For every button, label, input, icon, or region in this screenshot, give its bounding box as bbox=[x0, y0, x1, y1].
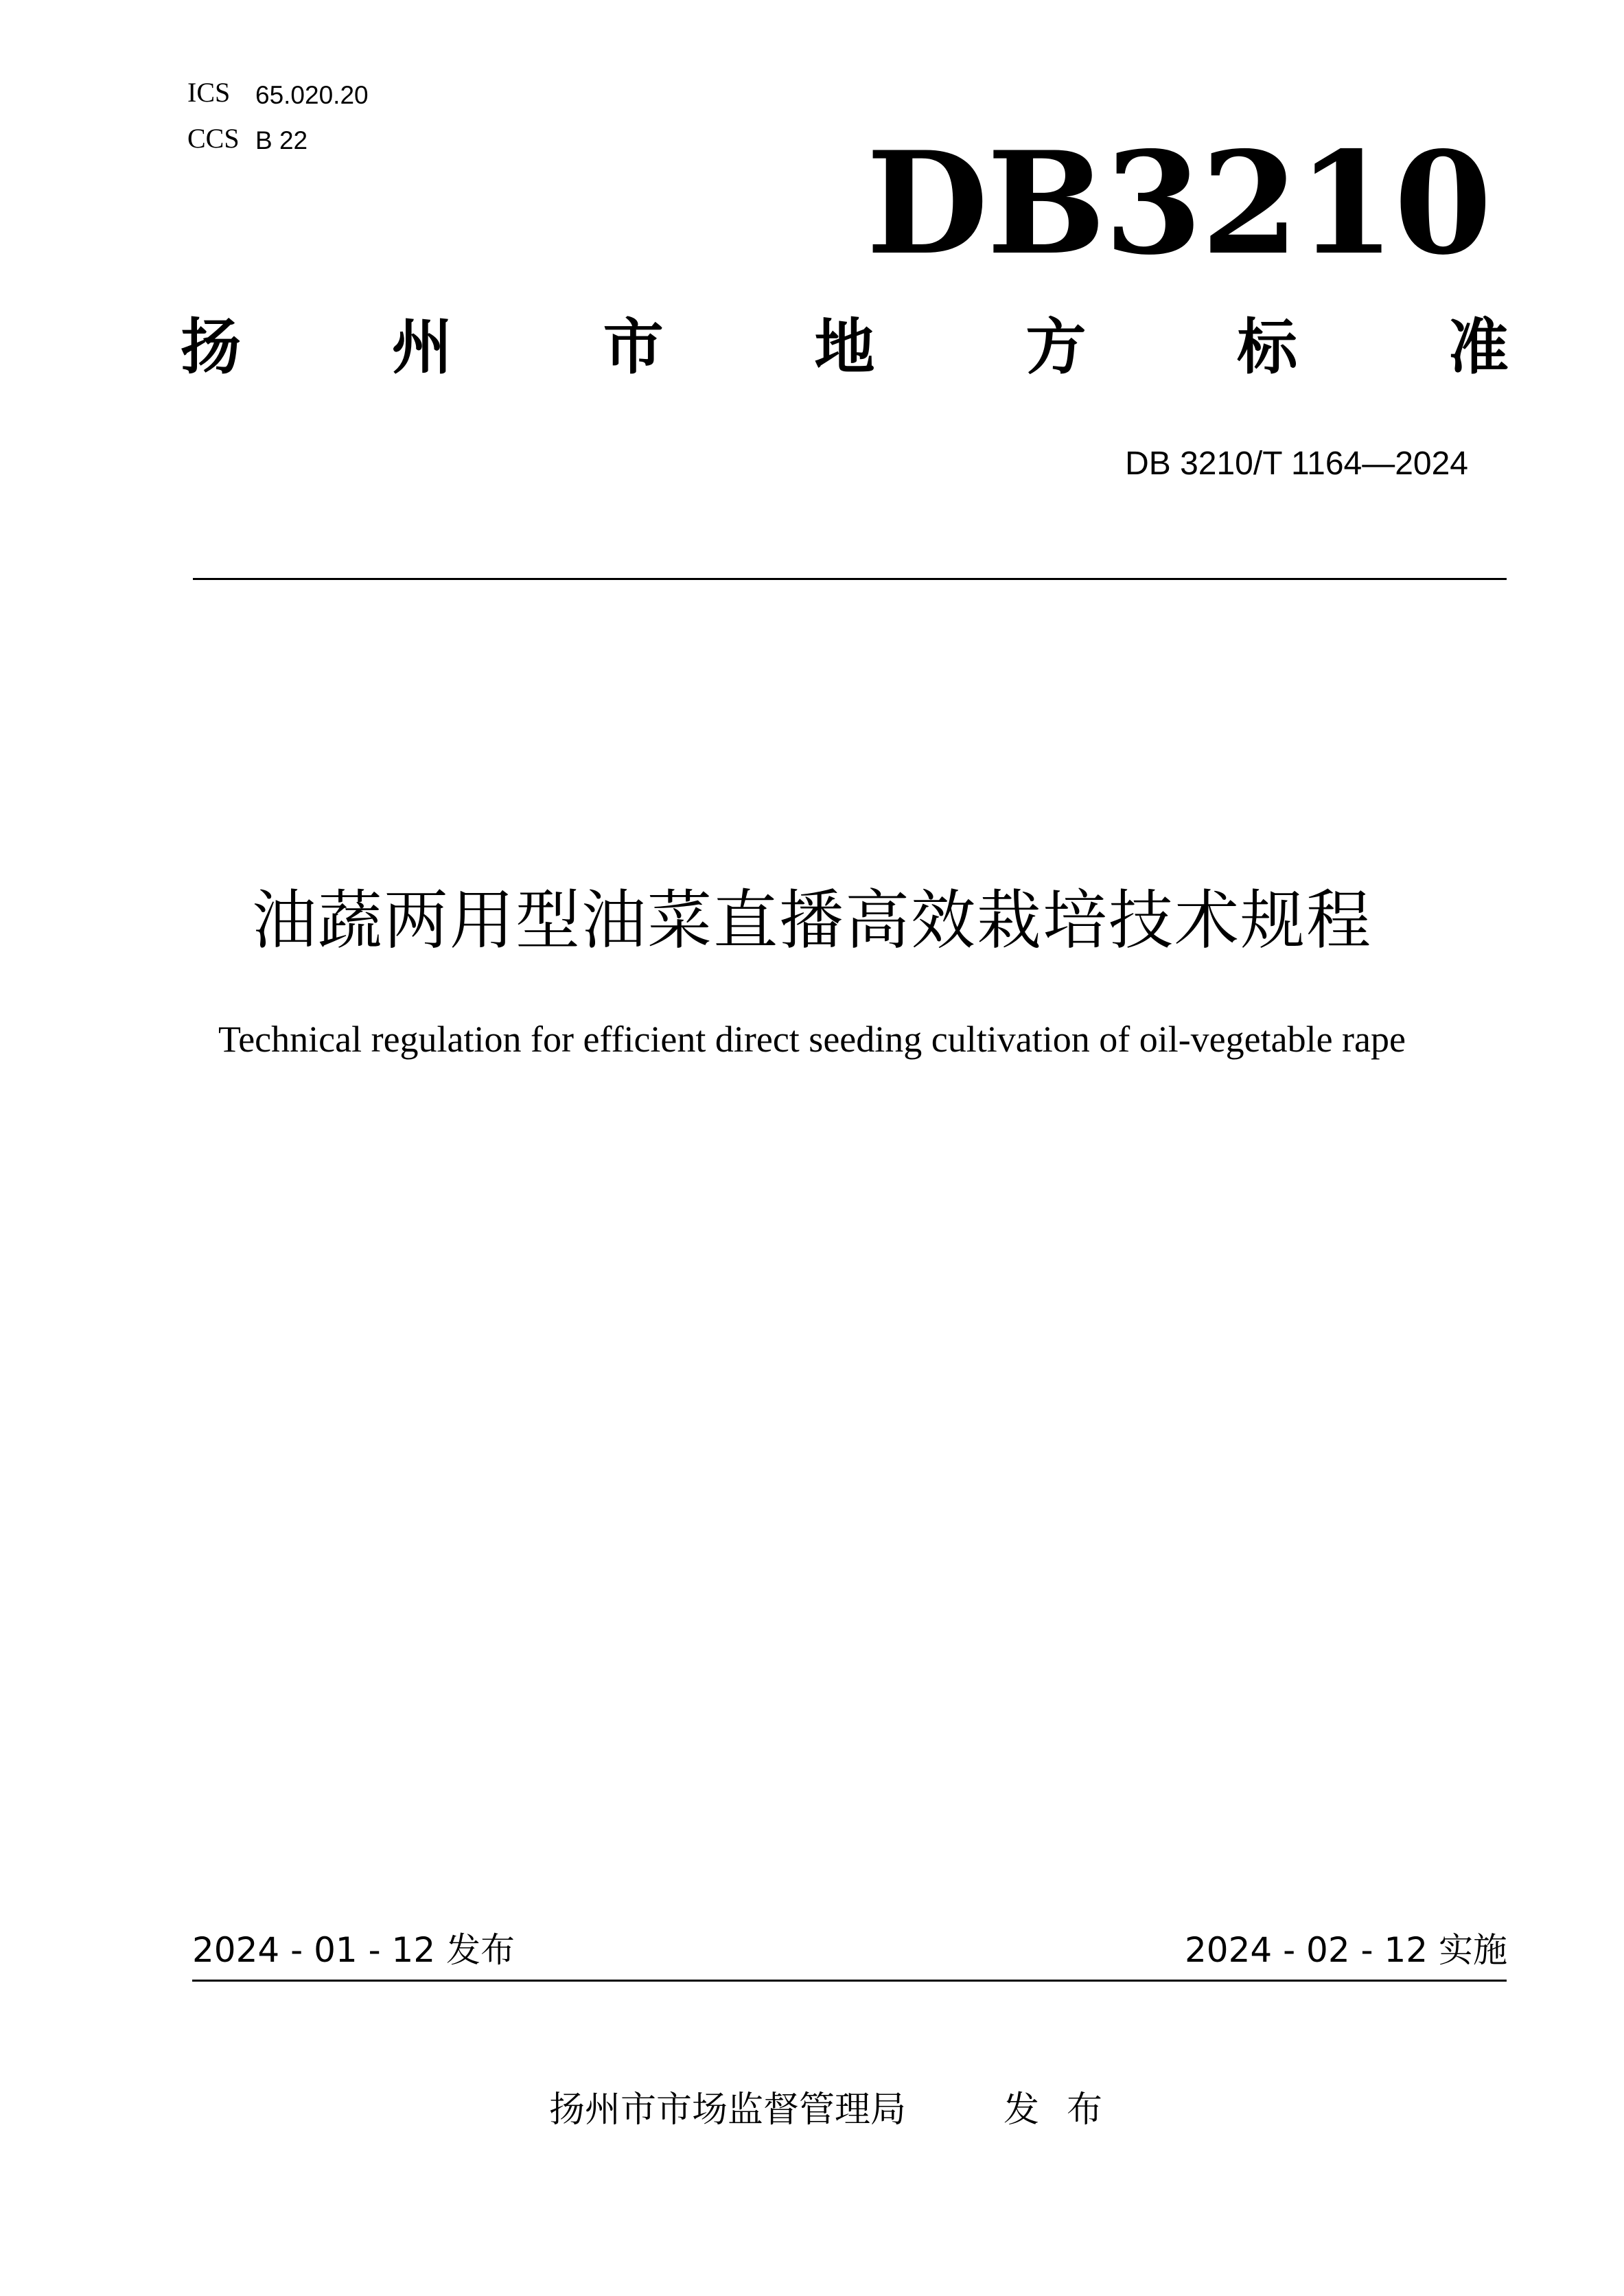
authority-char: 扬 bbox=[181, 312, 242, 382]
ccs-label: CCS bbox=[187, 123, 240, 154]
authority-char: 地 bbox=[814, 312, 875, 382]
db-code-logo: DB3210 bbox=[866, 121, 1491, 286]
authority-char: 方 bbox=[1025, 312, 1087, 382]
standard-number: DB 3210/T 1164—2024 bbox=[1125, 445, 1468, 482]
authority-char: 州 bbox=[391, 312, 452, 382]
top-divider bbox=[193, 578, 1507, 580]
implementation-date: 2024 - 02 - 12 实施 bbox=[1184, 1930, 1507, 1970]
authority-char: 准 bbox=[1448, 312, 1509, 382]
authority-char: 市 bbox=[603, 312, 664, 382]
issue-date: 2024 - 01 - 12 发布 bbox=[192, 1930, 515, 1970]
ccs-code: B 22 bbox=[255, 126, 308, 154]
standard-authority bbox=[181, 312, 1509, 382]
ics-label: ICS bbox=[187, 77, 231, 108]
document-title-english: Technical regulation for efficient direct seeding cultivation of oil-vegetable rape bbox=[218, 1019, 1406, 1060]
bottom-divider bbox=[192, 1980, 1507, 1982]
publisher-name: 扬州市市场监督管理局 bbox=[549, 2089, 907, 2131]
document-title-chinese: 油蔬两用型油菜直播高效栽培技术规程 bbox=[251, 883, 1372, 958]
authority-char: 标 bbox=[1237, 312, 1298, 382]
ics-code: 65.020.20 bbox=[255, 81, 369, 109]
publish-label: 发布 bbox=[1004, 2089, 1130, 2131]
